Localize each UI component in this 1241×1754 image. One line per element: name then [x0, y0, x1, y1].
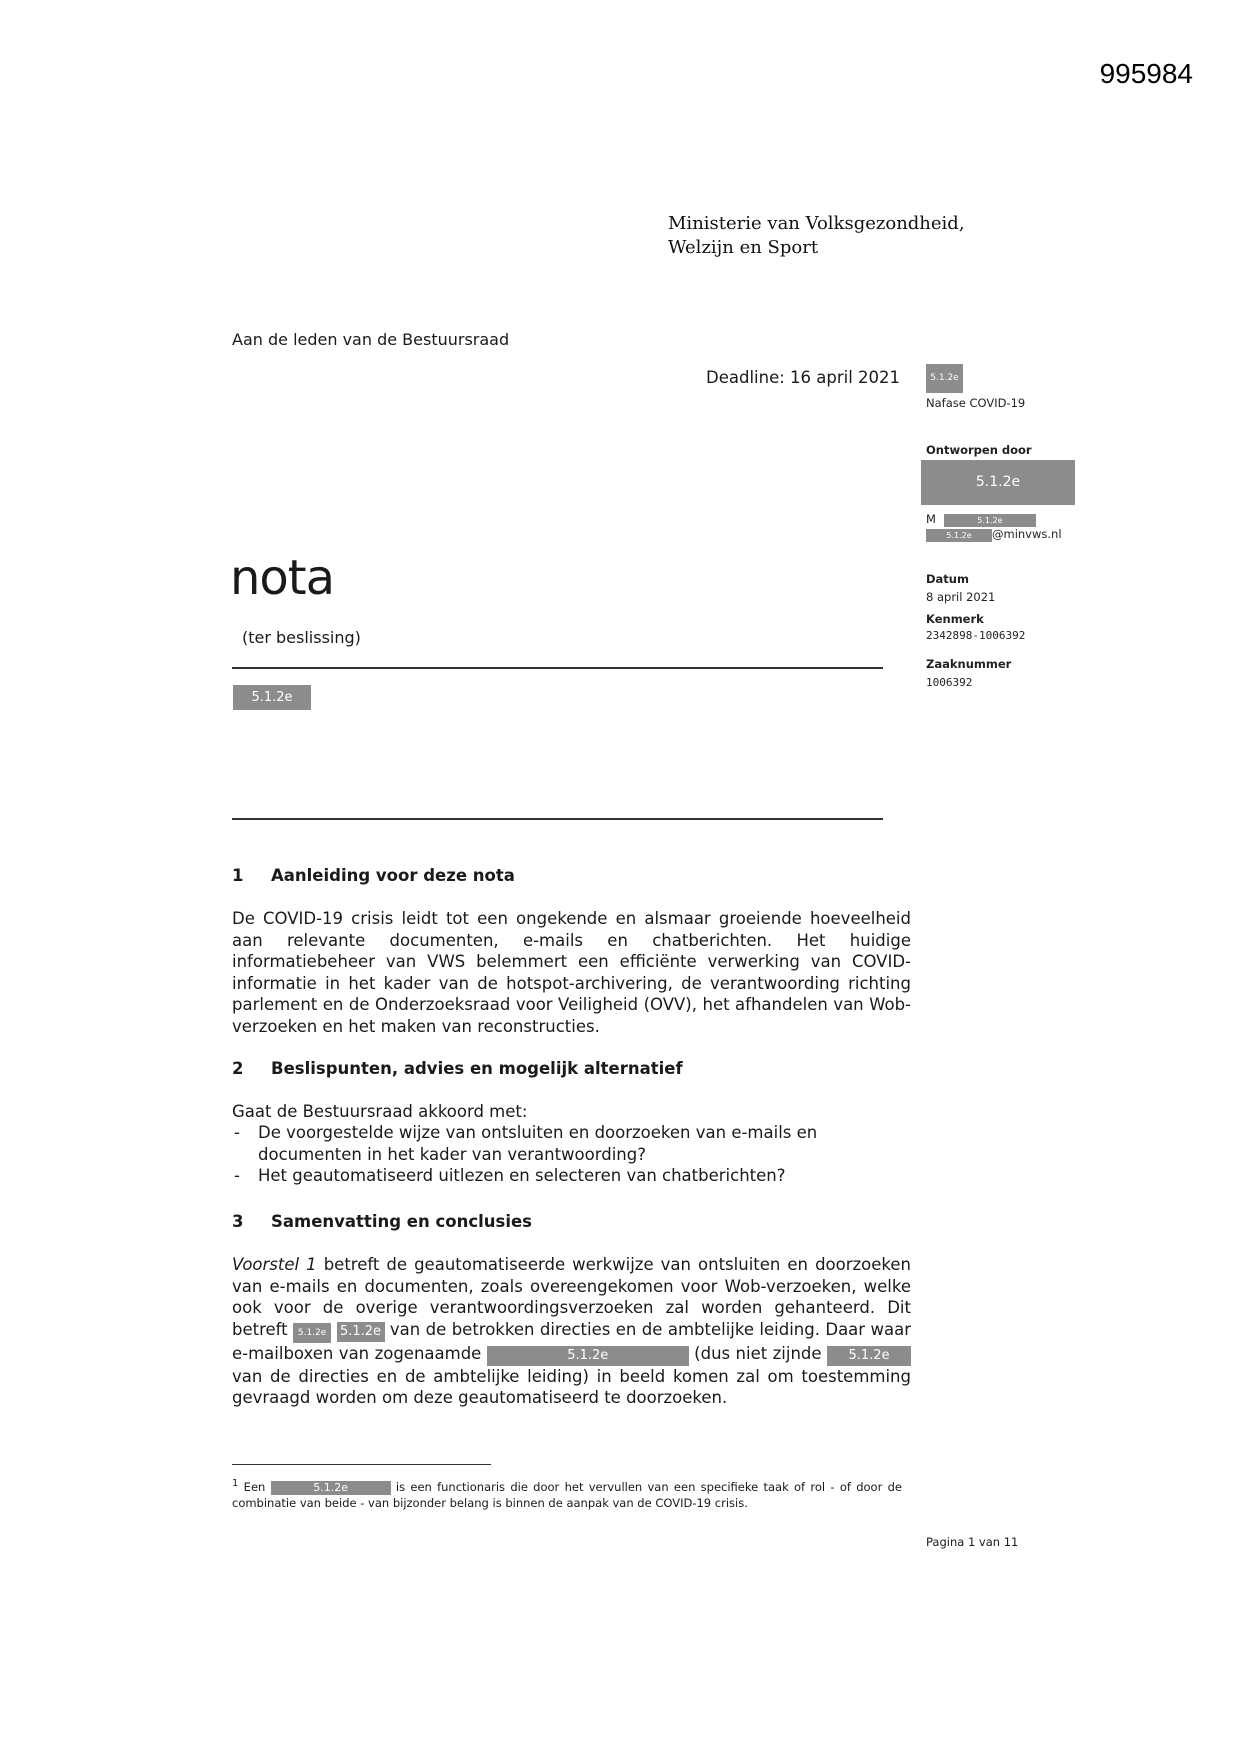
document-title: nota — [230, 550, 335, 606]
section-title: Samenvatting en conclusies — [271, 1212, 532, 1231]
reference-value: 2342898-1006392 — [926, 629, 1026, 642]
proposal-label: Voorstel 1 — [232, 1255, 317, 1274]
section-2-intro: Gaat de Bestuursraad akkoord met: — [232, 1102, 528, 1121]
ministry-logo-text — [668, 212, 965, 260]
document-subtitle: (ter beslissing) — [242, 628, 361, 647]
text-run: van de directies en de ambtelijke leiding) in beeld komen zal om toestemming gevraagd worden om deze geautomatiseerd te doorzoeken. — [232, 1366, 911, 1408]
redaction-block: 5.1.2e — [233, 685, 311, 710]
designed-by-label: Ontworpen door — [926, 443, 1032, 457]
date-value: 8 april 2021 — [926, 590, 996, 604]
redaction-block: 5.1.2e — [944, 514, 1036, 527]
redaction-block: 5.1.2e — [337, 1322, 385, 1342]
text-run: Een — [243, 1479, 271, 1494]
section-number: 1 — [232, 866, 244, 885]
reference-label: Kenmerk — [926, 612, 984, 626]
section-heading-3 — [232, 1212, 532, 1231]
text-run: betreft de geautomatiseerde werkwijze van ontsluiten en doorzoeken van e-mails en documenten, zoals overeengekomen voor Wob-verzoeken, welke ook voor de overige verantwoordingsverzoeken zal worden gehanteerd. Dit betreft — [232, 1255, 911, 1339]
deadline: Deadline: 16 april 2021 — [706, 368, 901, 387]
footnote-divider — [232, 1464, 491, 1465]
text-run: (dus niet zijnde — [688, 1343, 827, 1363]
section-heading-1 — [232, 866, 515, 885]
section-number: 2 — [232, 1059, 244, 1078]
section-title: Aanleiding voor deze nota — [271, 866, 515, 885]
unit-name: Nafase COVID-19 — [926, 396, 1026, 410]
list-item: - Het geautomatiseerd uitlezen en selecteren van chatberichten? — [232, 1165, 911, 1187]
redaction-block: 5.1.2e — [271, 1481, 391, 1495]
redaction-block: 5.1.2e — [293, 1323, 331, 1343]
email-row — [926, 527, 1062, 542]
case-number-value: 1006392 — [926, 676, 973, 689]
divider — [232, 818, 883, 820]
section-heading-2 — [232, 1059, 683, 1078]
date-label: Datum — [926, 572, 969, 586]
email-suffix: @minvws.nl — [992, 527, 1062, 541]
redaction-block: 5.1.2e — [926, 529, 992, 542]
footnote-mark: 1 — [232, 1478, 239, 1489]
ministry-line-1: Ministerie van Volksgezondheid, — [668, 213, 965, 234]
mobile-row — [926, 512, 1036, 527]
footnote — [232, 1476, 902, 1511]
divider — [232, 667, 883, 669]
redaction-block: 5.1.2e — [827, 1346, 911, 1366]
section-3-text — [232, 1254, 911, 1409]
section-title: Beslispunten, advies en mogelijk alternatief — [271, 1059, 683, 1078]
page-number: Pagina 1 van 11 — [926, 1535, 1019, 1549]
section-number: 3 — [232, 1212, 244, 1231]
case-number-label: Zaaknummer — [926, 657, 1012, 671]
text-run: van de betrokken directies en de ambtelijke leiding. Daar waar e-mailboxen van zogenaamde — [232, 1319, 911, 1363]
decision-list — [232, 1122, 911, 1187]
redaction-block: 5.1.2e — [926, 364, 963, 393]
section-1-text: De COVID-19 crisis leidt tot een ongekende en alsmaar groeiende hoeveelheid aan relevante documenten, e-mails en chatberichten. Het huidige informatiebeheer van VWS belemmert een efficiënte verwerking van COVID-informatie in het kader van de hotspot-archivering, de verantwoording richting parlement en de Onderzoeksraad voor Veiligheid (OVV), het afhandelen van Wob-verzoeken en het maken van reconstructies. — [232, 909, 911, 1036]
mobile-label: M — [926, 512, 936, 526]
document-number: 995984 — [1099, 58, 1193, 89]
redaction-block: 5.1.2e — [921, 460, 1075, 505]
addressee: Aan de leden van de Bestuursraad — [232, 330, 510, 349]
ministry-line-2: Welzijn en Sport — [668, 237, 819, 258]
text-run: is een functionaris die door het vervullen van een specifieke taak of rol - of door de combinatie van beide - van bijzonder belang is binnen de aanpak van de COVID-19 crisis. — [232, 1479, 902, 1510]
redaction-block: 5.1.2e — [487, 1346, 689, 1366]
list-item: - De voorgestelde wijze van ontsluiten en doorzoeken van e-mails en documenten in het kader van verantwoording? — [232, 1122, 911, 1165]
